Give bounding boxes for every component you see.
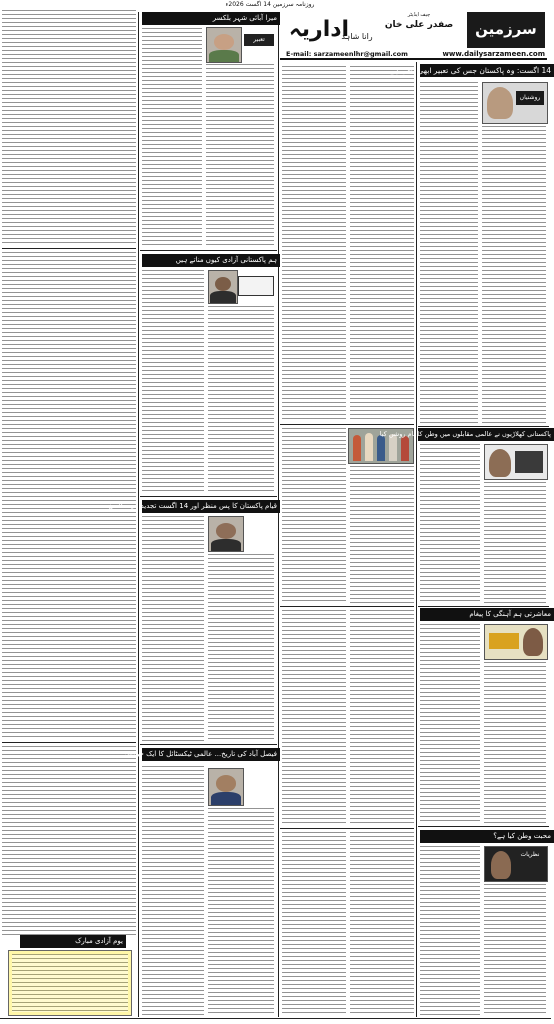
email[interactable]: E-mail: sarzameenlhr@gmail.com [286,50,408,58]
center-article-1 [282,428,346,604]
headline-right-bottom: محبت وطن کیا ہے؟ [420,830,554,843]
editorial-text-1 [282,66,346,422]
editorial-text-2 [350,66,414,422]
lead-article-text-b [482,126,546,424]
lead-article-text-a [420,82,478,424]
article-col2-a [142,28,202,248]
column-label-roshni: روشنیاں [516,91,544,105]
columnist-photo-1 [482,82,548,124]
logo: سرزمین [467,12,545,48]
headline-right-mid: معاشرتی ہم آہنگی کا پیغام [420,608,554,621]
note-box [8,950,132,1016]
article-col2-c [142,516,204,742]
headline-far-left-box: یوم آزادی مبارک [20,935,126,948]
article-col2-d2 [208,808,274,1016]
article-col2-c2 [208,554,274,742]
article-col2-a2 [206,64,274,248]
chief-editor-name: صفدر علی خان [384,20,454,30]
right-article-4a [420,846,480,1016]
center-article-4 [350,610,414,826]
headline-col2-bottom: فیصل آباد کی تاریخ... عالمی ٹیکسٹائل کا ایک جینئس [142,748,280,761]
center-article-5 [282,832,346,1016]
author-photo-4 [208,768,244,806]
headline-col2-lower: قیام پاکستان کا پس منظر اور 14 اگست تجدید عہد کا دن [142,500,280,513]
article-col-left-mid [2,252,136,740]
author-name-tag-2 [238,276,274,296]
author-photo-3 [208,516,244,552]
column-label-nazriyat: نظریات [520,851,540,858]
website[interactable]: www.dailysarzameen.com [442,50,545,58]
article-col-left-low [2,746,136,936]
center-article-6 [350,832,414,1016]
headline-lead-article: 14 اگست: وہ پاکستان جس کی تعبیر ابھی باقی ہے [420,64,554,77]
article-col2-d [142,766,204,1016]
editorial-title: اداریہ [288,17,350,42]
editor-name: رانا شاہد [341,32,373,41]
center-article-2 [350,466,414,604]
article-col2-b [142,270,204,494]
right-article-2b [484,482,546,604]
center-article-3 [282,610,346,826]
columnist-photo-3 [484,624,548,660]
right-article-3b [484,662,546,824]
right-article-4b [484,884,546,1016]
article-col2-b2 [208,306,274,494]
date-line: روزنامہ سرزمین 14 اگست 2026ء [225,1,315,8]
author-photo-2 [208,270,238,304]
article-col-left-top [2,10,136,246]
columnist-photo-4 [484,846,548,882]
headline-col2-top: میرا آبائی شہر بلکسر [142,12,280,25]
headline-center-mid: پاکستانی کھلاڑیوں نے عالمی مقابلوں میں وطن کا نام روشن کیا [418,428,554,441]
chief-editor-label: چیف ایڈیٹر [407,12,431,18]
masthead [280,10,547,60]
columnist-photo-2 [484,444,548,480]
column-label-tabeer: تعبیر [244,34,274,46]
right-article-2a [420,444,480,604]
right-article-3a [420,624,480,824]
headline-col2-mid: ہم پاکستانی آزادی کیوں مناتے ہیں [142,254,280,267]
author-photo-1 [206,27,242,63]
